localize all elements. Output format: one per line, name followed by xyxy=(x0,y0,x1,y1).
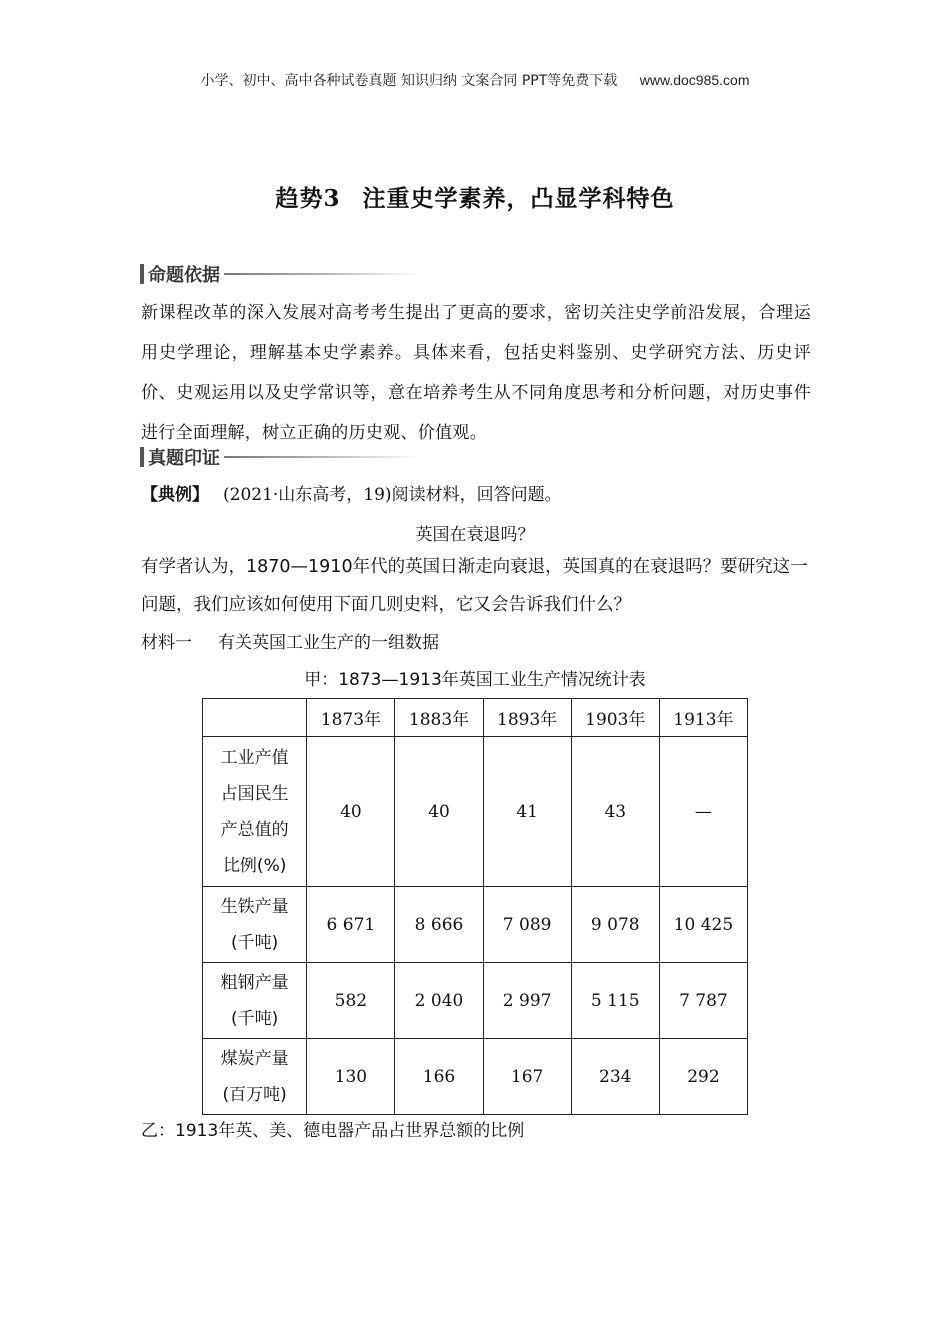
header-text: 小学、初中、高中各种试卷真题 知识归纳 文案合同 PPT等免费下载 xyxy=(200,73,618,89)
table-col-header: 1883年 xyxy=(395,699,483,737)
row-label xyxy=(203,1039,307,1115)
table-cell: 8 666 xyxy=(395,887,483,963)
table-cell: 130 xyxy=(307,1039,395,1115)
table-col-header: 1903年 xyxy=(571,699,659,737)
material-one xyxy=(141,628,439,653)
page-header xyxy=(0,70,950,90)
table-col-header: 1873年 xyxy=(307,699,395,737)
example-line xyxy=(141,480,562,505)
table-cell: 43 xyxy=(571,737,659,887)
row-label-text: 工业产值占国民生产总值的比例(%) xyxy=(220,747,289,876)
title-trend-number: 趋势3 xyxy=(275,185,341,212)
section-divider xyxy=(224,273,420,275)
section-label: 命题依据 xyxy=(148,265,220,286)
table-cell: 234 xyxy=(571,1039,659,1115)
row-label xyxy=(203,887,307,963)
section-heading-basis xyxy=(140,262,420,286)
table-col-header: 1893年 xyxy=(483,699,571,737)
table-cell: 2 040 xyxy=(395,963,483,1039)
material-text: 有关英国工业生产的一组数据 xyxy=(218,633,439,653)
title-text: 注重史学素养，凸显学科特色 xyxy=(362,185,675,212)
table-row xyxy=(203,737,748,887)
table-cell: 292 xyxy=(659,1039,747,1115)
table-cell: 6 671 xyxy=(307,887,395,963)
table-cell: 40 xyxy=(395,737,483,887)
table-cell: 7 787 xyxy=(659,963,747,1039)
table-cell: 166 xyxy=(395,1039,483,1115)
row-label-text: 生铁产量(千吨) xyxy=(220,896,289,953)
section-label: 真题印证 xyxy=(148,448,220,469)
section-divider xyxy=(224,456,420,458)
row-label-text: 粗钢产量(千吨) xyxy=(220,972,289,1029)
table-cell: 40 xyxy=(307,737,395,887)
example-label: 【典例】 xyxy=(141,485,209,505)
table-cell: 7 089 xyxy=(483,887,571,963)
row-label xyxy=(203,737,307,887)
table-cell: 2 997 xyxy=(483,963,571,1039)
section-bar xyxy=(140,447,144,467)
table-caption: 甲：1873—1913年英国工业生产情况统计表 xyxy=(304,670,646,690)
table-header-row xyxy=(203,699,748,737)
material-label: 材料一 xyxy=(141,633,192,653)
table-row xyxy=(203,887,748,963)
question-text: 有学者认为，1870—1910年代的英国日渐走向衰退，英国真的在衰退吗？要研究这一问题，我们应该如何使用下面几则史料，它又会告诉我们什么？ xyxy=(141,557,808,615)
table-corner-cell xyxy=(203,699,307,737)
row-label xyxy=(203,963,307,1039)
table-cell: — xyxy=(659,737,747,887)
row-label-text: 煤炭产量(百万吨) xyxy=(220,1048,289,1105)
section-bar xyxy=(140,264,144,284)
question-title: 英国在衰退吗？ xyxy=(415,525,535,545)
table-row xyxy=(203,963,748,1039)
example-citation: (2021·山东高考，19)阅读材料，回答问题。 xyxy=(223,485,562,505)
table-cell: 5 115 xyxy=(571,963,659,1039)
caption-yi: 乙：1913年英、美、德电器产品占世界总额的比例 xyxy=(141,1121,525,1141)
section-heading-proof xyxy=(140,445,420,469)
basis-paragraph: 新课程改革的深入发展对高考考生提出了更高的要求，密切关注史学前沿发展，合理运用史学理论，理解基本史学素养。具体来看，包括史料鉴别、史学研究方法、历史评价、史观运用以及史学常识等，意在培养考生从不同角度思考和分析问题，对历史事件进行全面理解，树立正确的历史观、价值观。 xyxy=(141,303,811,443)
industry-stats-table xyxy=(202,698,748,1115)
table-cell: 10 425 xyxy=(659,887,747,963)
table-cell: 167 xyxy=(483,1039,571,1115)
table-col-header: 1913年 xyxy=(659,699,747,737)
page-title xyxy=(0,180,950,213)
header-website[interactable]: www.doc985.com xyxy=(639,72,750,88)
table-cell: 41 xyxy=(483,737,571,887)
table-row xyxy=(203,1039,748,1115)
table-cell: 9 078 xyxy=(571,887,659,963)
table-cell: 582 xyxy=(307,963,395,1039)
